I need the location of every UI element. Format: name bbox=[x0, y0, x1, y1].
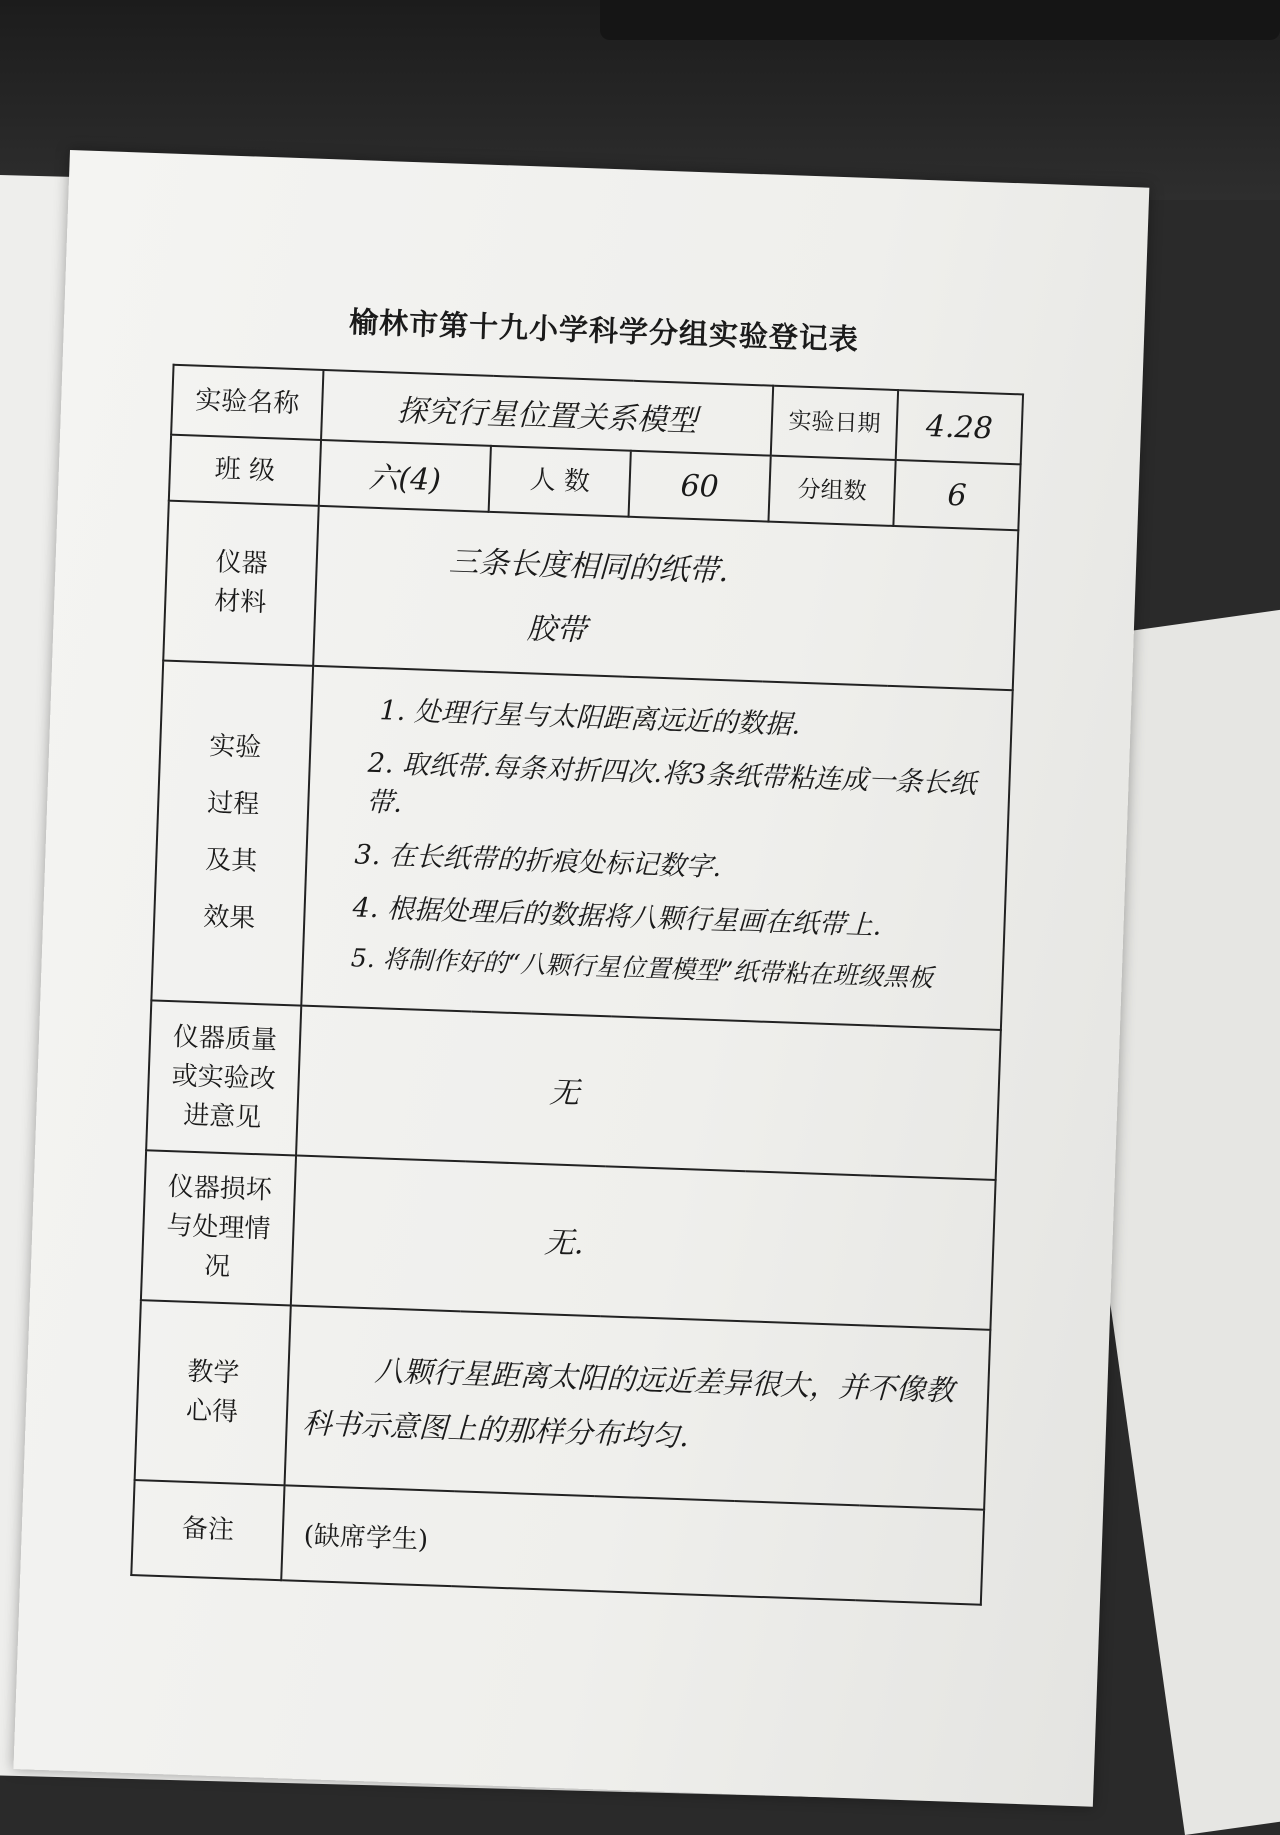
label-people: 人 数 bbox=[489, 446, 631, 517]
row-quality bbox=[146, 1000, 1001, 1180]
value-experiment-date: 4.28 bbox=[896, 390, 1023, 464]
form-title: 榆林市第十九小学科学分组实验登记表 bbox=[348, 304, 860, 357]
process-step-4: 4. 根据处理后的数据将八颗行星画在纸带上. bbox=[352, 891, 882, 942]
label-materials: 仪器材料 bbox=[163, 501, 318, 666]
process-step-2: 2. 取纸带.每条对折四次.将3条纸带粘连成一条长纸带. bbox=[365, 747, 977, 819]
value-remarks: (缺席学生) bbox=[281, 1485, 984, 1604]
label-class: 班 级 bbox=[169, 435, 321, 506]
label-experiment-name: 实验名称 bbox=[171, 365, 323, 440]
label-experiment-date: 实验日期 bbox=[771, 386, 898, 460]
row-process bbox=[151, 661, 1012, 1030]
value-materials bbox=[313, 506, 1018, 690]
label-quality: 仪器质量或实验改进意见 bbox=[146, 1000, 301, 1155]
value-experiment-name: 探究行星位置关系模型 bbox=[321, 370, 773, 456]
materials-line-1: 三条长度相同的纸带. bbox=[448, 544, 729, 590]
row-materials bbox=[163, 501, 1018, 691]
value-people: 60 bbox=[629, 451, 771, 522]
process-step-3: 3. 在长纸带的折痕处标记数字. bbox=[354, 838, 722, 883]
row-reflection bbox=[135, 1300, 991, 1510]
experiment-form-table bbox=[130, 364, 1024, 1606]
row-damage bbox=[141, 1150, 996, 1330]
label-damage: 仪器损坏与处理情况 bbox=[141, 1150, 296, 1305]
registration-form-sheet bbox=[13, 150, 1149, 1807]
value-process bbox=[301, 666, 1012, 1030]
label-process: 实验过程及其效果 bbox=[151, 661, 313, 1006]
keyboard bbox=[600, 0, 1280, 40]
materials-line-2: 胶带 bbox=[525, 611, 588, 649]
value-damage: 无. bbox=[291, 1156, 996, 1330]
label-remarks: 备注 bbox=[131, 1480, 284, 1580]
label-groups: 分组数 bbox=[768, 456, 895, 526]
value-reflection: 八颗行星距离太阳的远近差异很大，并不像教科书示意图上的那样分布均匀. bbox=[285, 1305, 991, 1509]
label-reflection: 教学心得 bbox=[135, 1300, 291, 1485]
process-step-1: 1. 处理行星与太阳距离远近的数据. bbox=[379, 694, 801, 741]
value-class: 六(4) bbox=[319, 440, 491, 512]
value-quality: 无 bbox=[296, 1006, 1001, 1180]
value-groups: 6 bbox=[893, 460, 1020, 530]
process-step-5: 5. 将制作好的“八颗行星位置模型”纸带粘在班级黑板 bbox=[350, 942, 934, 993]
